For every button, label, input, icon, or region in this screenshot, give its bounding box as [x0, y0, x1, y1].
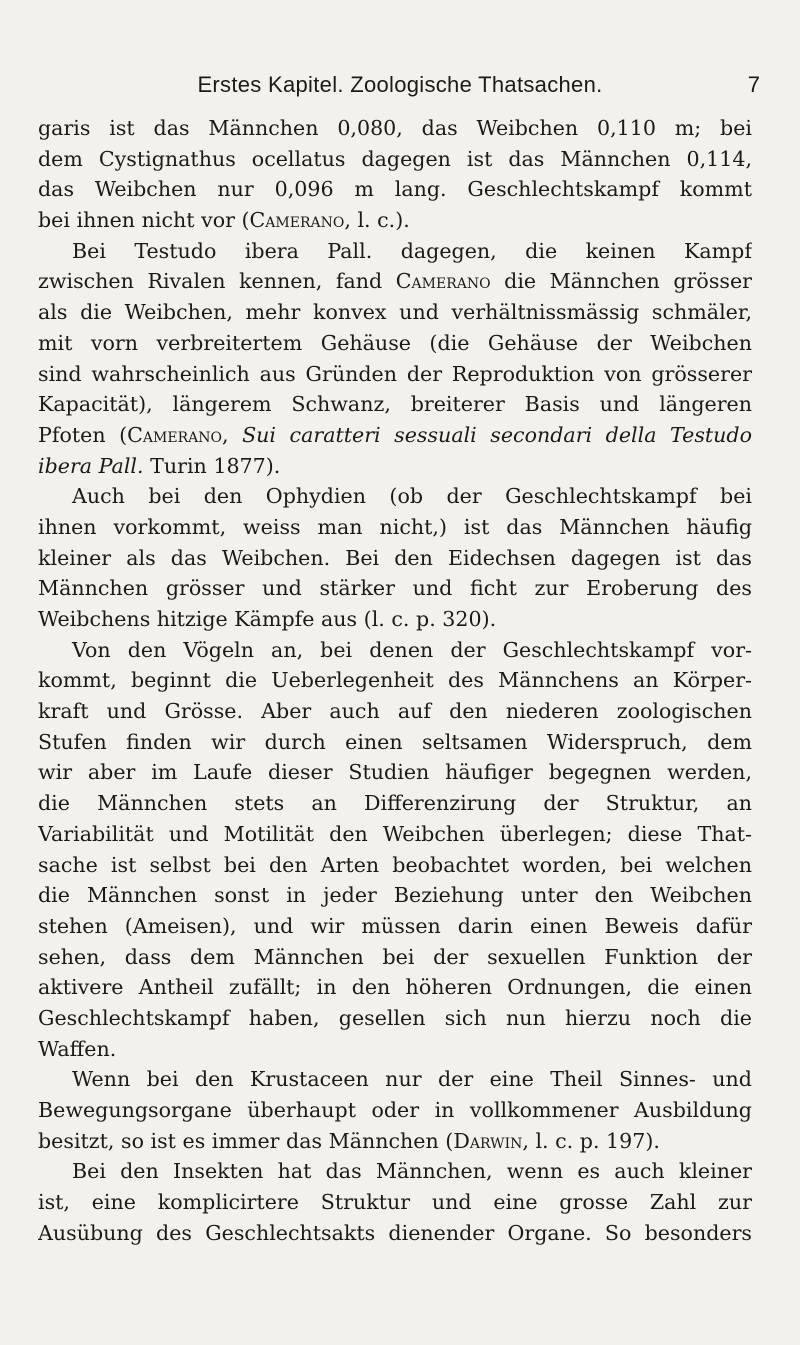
text-line: Weibchens hitzige Kämpfe aus (l. c. p. 320). [38, 607, 497, 631]
text-line: aktivere Antheil zufällt; in den höheren Ordnungen, die einen [38, 975, 752, 1000]
text-line: kommt, beginnt die Ueberlegenheit des Männchens an Körper- [38, 668, 752, 693]
text-line: bei ihnen nicht vor (Camerano, l. c.). [38, 208, 410, 233]
text-line: Kapacität), längerem Schwanz, breiterer Basis und längeren [38, 392, 752, 417]
text-line: garis ist das Männchen 0,080, das Weibchen 0,110 m; bei [38, 116, 752, 140]
text-line: ihnen vorkommt, weiss man nicht,) ist das Männchen häufig [38, 514, 752, 539]
paragraph-start: Auch bei den Ophydien (ob der Geschlechtskampf bei [72, 484, 752, 509]
author-name: Camerano [127, 422, 222, 447]
author-name: Camerano [395, 269, 491, 294]
text-line: als die Weibchen, mehr konvex und verhältnissmässig schmäler, [38, 300, 752, 325]
text-line: Männchen grösser und stärker und ficht zur Eroberung des [38, 576, 752, 601]
text-line: Bewegungsorgane überhaupt oder in vollkommener Ausbildung [38, 1098, 752, 1122]
text-line: wir aber im Laufe dieser Studien häufiger begegnen werden, [38, 760, 752, 785]
text-line: die Männchen stets an Differenzirung der Struktur, an [38, 791, 752, 816]
citation-title: Sui caratteri sessuali secondari della Testudo [242, 422, 752, 447]
text-line: zwischen Rivalen kennen, fand Camerano die Männchen grösser [38, 269, 752, 294]
paragraph-start: Bei Testudo ibera Pall. dagegen, die keinen Kampf [72, 238, 752, 263]
page-number: 7 [747, 72, 760, 97]
text-line: Ausübung des Geschlechtsakts dienender Organe. So besonders [38, 1220, 752, 1245]
text-line: Geschlechtskampf haben, gesellen sich nun hierzu noch die [38, 1005, 752, 1030]
paragraph-start: Bei den Insekten hat das Männchen, wenn es auch kleiner [72, 1159, 752, 1184]
citation-title: ibera Pall. [38, 453, 144, 478]
text-line: stehen (Ameisen), und wir müssen darin einen Beweis dafür [38, 913, 752, 938]
text-line: dem Cystignathus ocellatus dagegen ist das Männchen 0,114, [38, 146, 752, 171]
paragraph-start: Von den Vögeln an, bei denen der Geschlechtskampf vor- [72, 637, 752, 662]
text-line: kleiner als das Weibchen. Bei den Eidechsen dagegen ist das [38, 545, 752, 570]
body-text [38, 113, 752, 1248]
paragraph-start: Wenn bei den Krustaceen nur der eine Theil Sinnes- und [72, 1067, 752, 1092]
text-line: Variabilität und Motilität den Weibchen überlegen; diese That- [38, 821, 752, 846]
text-line: besitzt, so ist es immer das Männchen (Darwin, l. c. p. 197). [38, 1128, 660, 1153]
text-line: sache ist selbst bei den Arten beobachtet worden, bei welchen [38, 852, 752, 877]
text-line: Stufen finden wir durch einen seltsamen Widerspruch, dem [38, 729, 752, 754]
author-name: Camerano [249, 208, 345, 233]
text-line: sind wahrscheinlich aus Gründen der Reproduktion von grösserer [38, 361, 752, 386]
text-line: das Weibchen nur 0,096 m lang. Geschlechtskampf kommt [38, 177, 752, 202]
text-line: sehen, dass dem Männchen bei der sexuellen Funktion der [38, 944, 752, 969]
text-line: mit vorn verbreitertem Gehäuse (die Gehäuse der Weibchen [38, 330, 752, 355]
text-line: Waffen. [38, 1036, 117, 1061]
text-line: ibera Pall. Turin 1877). [38, 453, 281, 478]
running-title: Erstes Kapitel. Zoologische Thatsachen. [197, 72, 603, 97]
text-line: ist, eine komplicirtere Struktur und eine grosse Zahl zur [38, 1190, 752, 1215]
running-head [40, 72, 760, 102]
text-line: Pfoten (Camerano, Sui caratteri sessuali secondari della Testudo [38, 422, 752, 447]
text-line: die Männchen sonst in jeder Beziehung unter den Weibchen [38, 883, 752, 908]
author-name: Darwin [453, 1128, 523, 1153]
text-line: kraft und Grösse. Aber auch auf den niederen zoologischen [38, 699, 752, 724]
